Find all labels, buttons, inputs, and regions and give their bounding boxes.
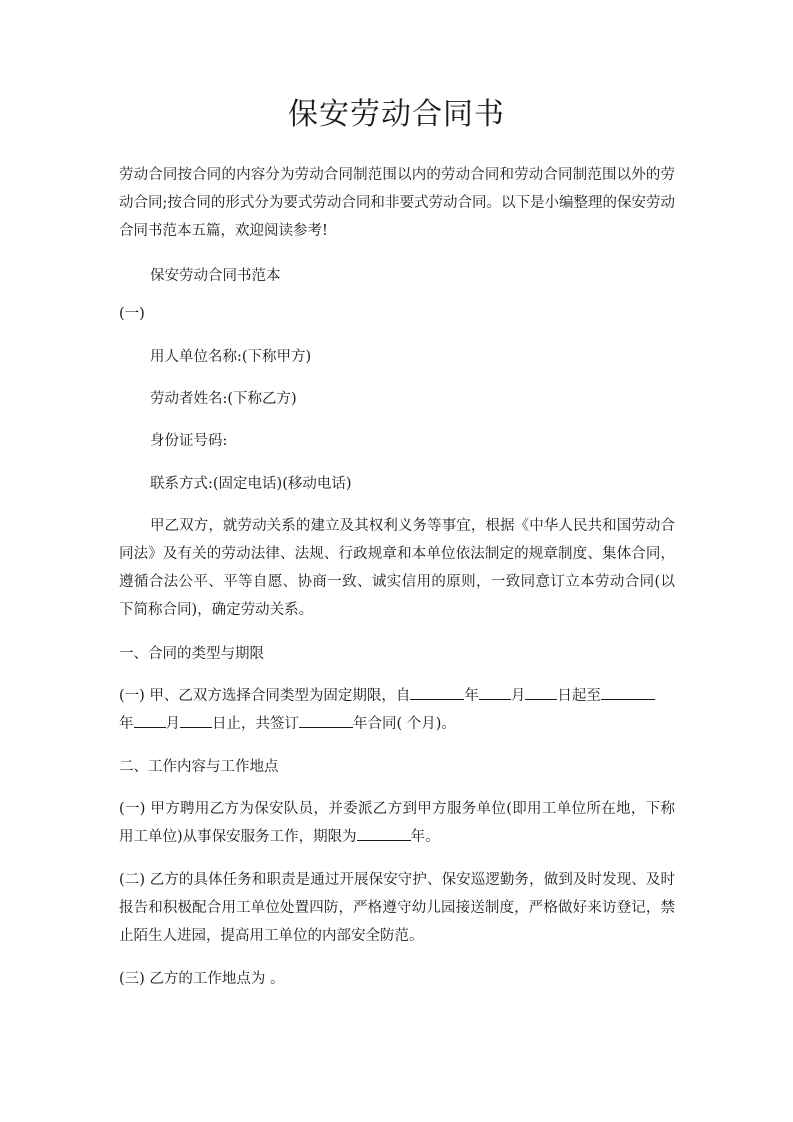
month-label-2: 月 bbox=[165, 716, 180, 732]
end-day-blank bbox=[180, 713, 212, 728]
end-year-blank bbox=[601, 685, 655, 700]
term-prefix: (一) 甲、乙双方选择合同类型为固定期限，自 bbox=[119, 688, 411, 704]
contact-field: 联系方式:(固定电话)(移动电话) bbox=[150, 476, 352, 492]
assignment-text: (一) 甲方聘用乙方为保安队员，并委派乙方到甲方服务单位(即用工单位所在地，下称用工单位)从事保安服务工作，期限为 bbox=[119, 801, 675, 845]
document-title: 保安劳动合同书 bbox=[288, 97, 505, 132]
contract-term-clause bbox=[119, 682, 675, 738]
part-marker: (一) bbox=[119, 306, 145, 322]
preamble-paragraph: 甲乙双方，就劳动关系的建立及其权利义务等事宜，根据《中华人民共和国劳动合同法》及有关的劳动法律、法规、行政规章和本单位依法制定的规章制度、集体合同，遵循合法公平、平等自愿、协商一致、诚实信用的原则，一致同意订立本劳动合同(以下简称合同)，确定劳动关系。 bbox=[119, 518, 675, 618]
section1-heading: 一、合同的类型与期限 bbox=[119, 646, 264, 662]
month-label: 月 bbox=[510, 688, 526, 704]
year-label: 年 bbox=[464, 688, 479, 704]
duties-clause: (二) 乙方的具体任务和职责是通过开展保安守护、保安巡逻勤务，做到及时发现、及时报告和积极配合用工单位处置四防，严格遵守幼儿园接送制度，严格做好来访登记，禁止陌生人进园，提高用工单位的内部安全防范。 bbox=[119, 872, 675, 944]
assignment-suffix: 年。 bbox=[410, 829, 440, 845]
work-location-clause: (三) 乙方的工作地点为 。 bbox=[119, 971, 285, 987]
id-number-field: 身份证号码: bbox=[150, 433, 228, 449]
start-month-blank bbox=[479, 685, 511, 700]
term-suffix: 年合同( 个月)。 bbox=[353, 716, 456, 732]
end-month-blank bbox=[134, 713, 166, 728]
assignment-clause bbox=[119, 795, 675, 851]
employer-field: 用人单位名称:(下称甲方) bbox=[150, 349, 312, 365]
start-year-blank bbox=[410, 685, 464, 700]
day-to-label: 日止，共签订 bbox=[212, 716, 299, 732]
section2-heading: 二、工作内容与工作地点 bbox=[119, 759, 279, 775]
year-label-2: 年 bbox=[119, 716, 134, 732]
term-years-blank bbox=[299, 713, 353, 728]
assignment-years-blank bbox=[357, 826, 411, 841]
employee-field: 劳动者姓名:(下称乙方) bbox=[150, 391, 297, 407]
sample-heading: 保安劳动合同书范本 bbox=[150, 268, 281, 284]
intro-paragraph: 劳动合同按合同的内容分为劳动合同制范围以内的劳动合同和劳动合同制范围以外的劳动合同;按合同的形式分为要式劳动合同和非要式劳动合同。以下是小编整理的保安劳动合同书范本五篇，欢迎阅读参考! bbox=[119, 167, 675, 239]
day-from-label: 日起至 bbox=[557, 688, 601, 704]
start-day-blank bbox=[525, 685, 557, 700]
